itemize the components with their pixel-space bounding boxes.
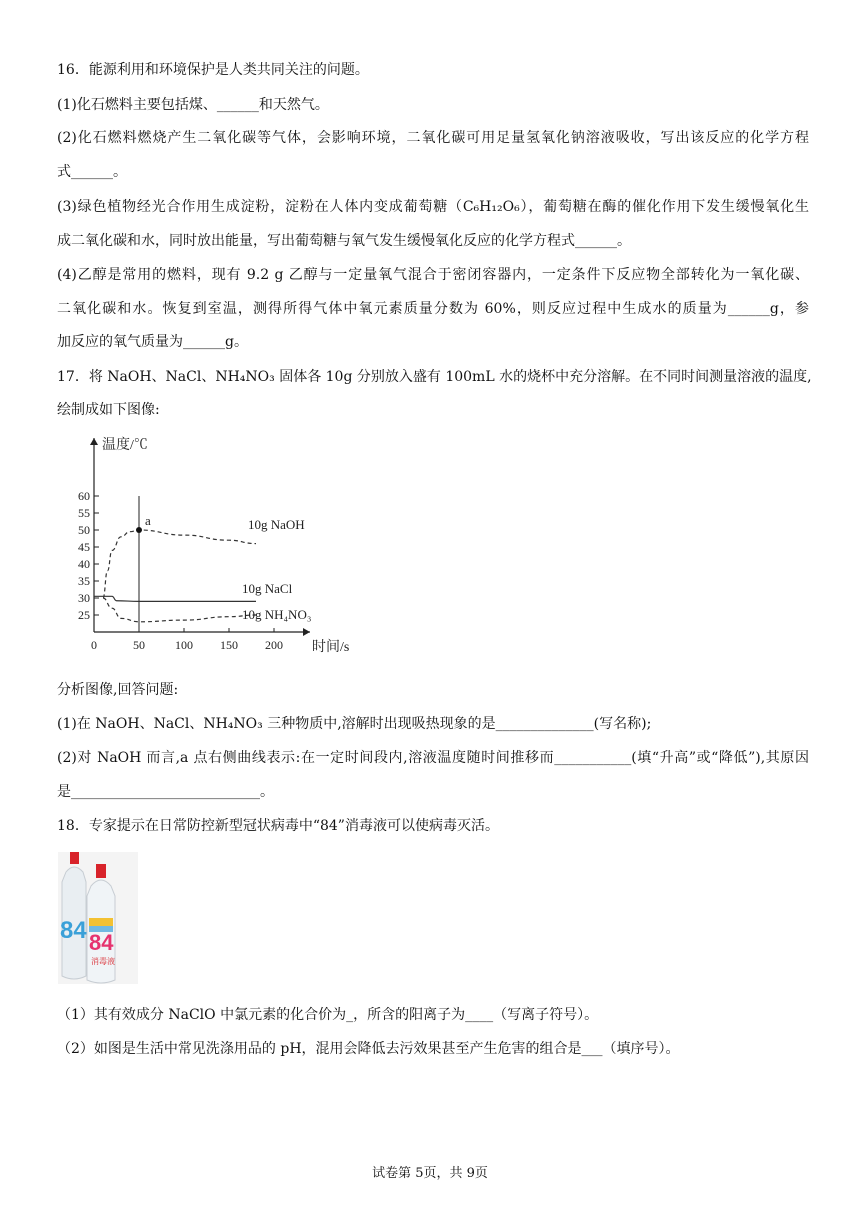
disinfectant-bottles-image xyxy=(58,852,138,984)
x-tick-label: 100 xyxy=(175,638,193,652)
q17-part2-line2: 是___________________________。 xyxy=(57,784,274,800)
x-tick-label: 150 xyxy=(220,638,238,652)
q17-part1: (1)在 NaOH、NaCl、NH₄NO₃ 三种物质中,溶解时出现吸热现象的是______________(写名称); xyxy=(57,716,652,732)
x-tick-label: 200 xyxy=(265,638,283,652)
q16-part2-line1: (2)化石燃料燃烧产生二氧化碳等气体，会影响环境，二氧化碳可用足量氢氧化钠溶液吸收，写出该反应的化学方程 xyxy=(57,130,809,146)
q17-stem-line1: 17．将 NaOH、NaCl、NH₄NO₃ 固体各 10g 分别放入盛有 100mL 水的烧杯中充分溶解。在不同时间测量溶液的温度, xyxy=(57,369,812,385)
front-bottle-number: 84 xyxy=(89,930,114,955)
series-line xyxy=(94,596,256,601)
y-tick-label: 35 xyxy=(78,574,90,588)
y-tick-label: 25 xyxy=(78,608,90,622)
q16-part4-line3: 加反应的氧气质量为______g。 xyxy=(57,334,248,350)
q18-part1: （1）其有效成分 NaClO 中氯元素的化合价为_，所含的阳离子为____（写离子符号）。 xyxy=(57,1007,599,1023)
temperature-chart xyxy=(58,432,358,664)
y-tick-label: 30 xyxy=(78,591,90,605)
q17-stem-line2: 绘制成如下图像: xyxy=(57,402,160,418)
q17-part2-line1: (2)对 NaOH 而言,a 点右侧曲线表示:在一定时间段内,溶液温度随时间推移而___________(填“升高”或“降低”),其原因 xyxy=(57,750,809,766)
y-tick-label: 55 xyxy=(78,506,90,520)
x-tick-label: 50 xyxy=(133,638,145,652)
x-tick-label: 0 xyxy=(91,638,97,652)
q16-part4-line2: 二氧化碳和水。恢复到室温，测得所得气体中氧元素质量分数为 60%，则反应过程中生成水的质量为______g，参 xyxy=(57,301,809,317)
series-line xyxy=(103,530,256,598)
series-label: 10g NH₄NO₃ xyxy=(242,607,312,622)
q17-analyze: 分析图像,回答问题: xyxy=(57,682,179,698)
point-a-label: a xyxy=(145,513,151,528)
y-tick-label: 45 xyxy=(78,540,90,554)
y-axis-arrow xyxy=(90,438,98,445)
q16-part2-line2: 式______。 xyxy=(57,164,127,180)
y-tick-label: 50 xyxy=(78,523,90,537)
front-bottle-label: 消毒液 xyxy=(91,957,115,966)
series-label: 10g NaCl xyxy=(242,581,293,596)
q16-stem: 16．能源利用和环境保护是人类共同关注的问题。 xyxy=(57,62,369,78)
point-a-marker xyxy=(136,527,142,533)
q16-part3-line1: (3)绿色植物经光合作用生成淀粉，淀粉在人体内变成葡萄糖（C₆H₁₂O₆），葡萄糖在酶的催化作用下发生缓慢氧化生 xyxy=(57,199,809,215)
q18-part2: （2）如图是生活中常见洗涤用品的 pH，混用会降低去污效果甚至产生危害的组合是___（填序号）。 xyxy=(57,1041,680,1057)
q18-stem: 18．专家提示在日常防控新型冠状病毒中“84”消毒液可以使病毒灭活。 xyxy=(57,818,499,834)
x-axis-label: 时间/s xyxy=(312,640,350,655)
x-axis-arrow xyxy=(303,628,310,636)
y-axis-label: 温度/℃ xyxy=(102,438,148,453)
q16-part4-line1: (4)乙醇是常用的燃料，现有 9.2 g 乙醇与一定量氧气混合于密闭容器内，一定条件下反应物全部转化为一氧化碳、 xyxy=(57,267,809,283)
q16-part1: (1)化石燃料主要包括煤、______和天然气。 xyxy=(57,97,329,113)
y-tick-label: 40 xyxy=(78,557,90,571)
q16-part3-line2: 成二氧化碳和水，同时放出能量，写出葡萄糖与氧气发生缓慢氧化反应的化学方程式______。 xyxy=(57,233,631,249)
y-tick-label: 60 xyxy=(78,489,90,503)
back-bottle-number: 84 xyxy=(60,917,87,944)
series-label: 10g NaOH xyxy=(248,517,305,532)
page-footer: 试卷第 5页，共 9页 xyxy=(372,1166,488,1181)
